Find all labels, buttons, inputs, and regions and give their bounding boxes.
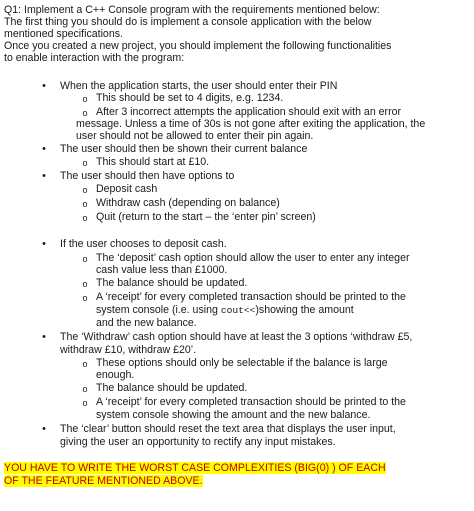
clear-bullet-line-2: giving the user an opportunity to rectify any input mistakes.: [60, 436, 336, 448]
bullet-marker: •: [42, 80, 46, 92]
sub-bullet-marker: o: [82, 94, 88, 104]
complexity-warning: [4, 462, 472, 488]
warning-line-2: OF THE FEATURE MENTIONED ABOVE.: [4, 475, 203, 487]
sub-bullet-marker: o: [82, 293, 88, 303]
deposit-sub-1-line-1: The ‘deposit’ cash option should allow the user to enter any integer: [96, 252, 410, 264]
warning-line-1: YOU HAVE TO WRITE THE WORST CASE COMPLEXITIES (BIG(0) ) OF EACH: [4, 462, 386, 474]
intro-line-5: to enable interaction with the program:: [4, 52, 185, 64]
balance-sub-1: This should start at £10.: [96, 156, 210, 168]
clear-bullet-line-1: The ‘clear’ button should reset the text area that displays the user input,: [60, 423, 396, 435]
sub-bullet-marker: o: [82, 279, 88, 289]
balance-bullet-text: The user should then be shown their current balance: [60, 143, 308, 155]
deposit-sub-3-line-3: and the new balance.: [96, 317, 197, 329]
bullet-marker: •: [42, 143, 46, 155]
pin-sub-2-line-3: user should not be allowed to enter their pin again.: [76, 130, 314, 142]
sub-bullet-marker: o: [82, 384, 88, 394]
intro-line-4: Once you created a new project, you should implement the following functionalities: [4, 40, 392, 52]
deposit-sub-3-pre: system console (i.e. using: [96, 304, 221, 316]
cout-code: cout<<: [220, 305, 256, 316]
withdraw-bullet-line-1: The ‘Withdraw’ cash option should have at least the 3 options ‘withdraw £5,: [60, 331, 413, 343]
intro-line-1: Q1: Implement a C++ Console program with the requirements mentioned below:: [4, 4, 380, 16]
deposit-sub-1-line-2: cash value less than £1000.: [96, 264, 228, 276]
withdraw-sub-1-line-1: These options should only be selectable if the balance is large: [96, 357, 388, 369]
sub-bullet-marker: o: [82, 108, 88, 118]
bullet-marker: •: [42, 238, 46, 250]
sub-bullet-marker: o: [82, 185, 88, 195]
intro-line-2: The first thing you should do is implement a console application with the below: [4, 16, 372, 28]
sub-bullet-marker: o: [82, 158, 88, 168]
pin-sub-2-line-2: message. Unless a time of 30s is not gone after exiting the application, the: [76, 118, 426, 130]
bullet-marker: •: [42, 331, 46, 343]
intro-line-3: mentioned specifications.: [4, 28, 123, 40]
options-bullet-text: The user should then have options to: [60, 170, 235, 182]
pin-sub-1: This should be set to 4 digits, e.g. 1234.: [96, 92, 284, 104]
withdraw-sub-3-line-2: system console showing the amount and the new balance.: [96, 409, 371, 421]
deposit-sub-3-line-1: A ‘receipt’ for every completed transaction should be printed to the: [96, 291, 406, 303]
pin-sub-2-line-1: After 3 incorrect attempts the application should exit with an error: [96, 106, 402, 118]
bullet-marker: •: [42, 170, 46, 182]
sub-bullet-marker: o: [82, 254, 88, 264]
withdraw-sub-1-line-2: enough.: [96, 369, 135, 381]
sub-bullet-marker: o: [82, 213, 88, 223]
deposit-bullet-text: If the user chooses to deposit cash.: [60, 238, 227, 250]
options-sub-3: Quit (return to the start – the ‘enter pin’ screen): [96, 211, 316, 223]
deposit-sub-3-post: )showing the amount: [255, 304, 354, 316]
options-sub-2: Withdraw cash (depending on balance): [96, 197, 280, 209]
withdraw-sub-2: The balance should be updated.: [96, 382, 248, 394]
sub-bullet-marker: o: [82, 359, 88, 369]
deposit-sub-3-line-2: [96, 304, 472, 317]
withdraw-bullet-line-2: withdraw £10, withdraw £20’.: [60, 344, 197, 356]
pin-bullet-text: When the application starts, the user should enter their PIN: [60, 80, 338, 92]
sub-bullet-marker: o: [82, 398, 88, 408]
options-sub-1: Deposit cash: [96, 183, 158, 195]
sub-bullet-marker: o: [82, 199, 88, 209]
withdraw-sub-3-line-1: A ‘receipt’ for every completed transaction should be printed to the: [96, 396, 406, 408]
deposit-sub-2: The balance should be updated.: [96, 277, 248, 289]
bullet-marker: •: [42, 423, 46, 435]
